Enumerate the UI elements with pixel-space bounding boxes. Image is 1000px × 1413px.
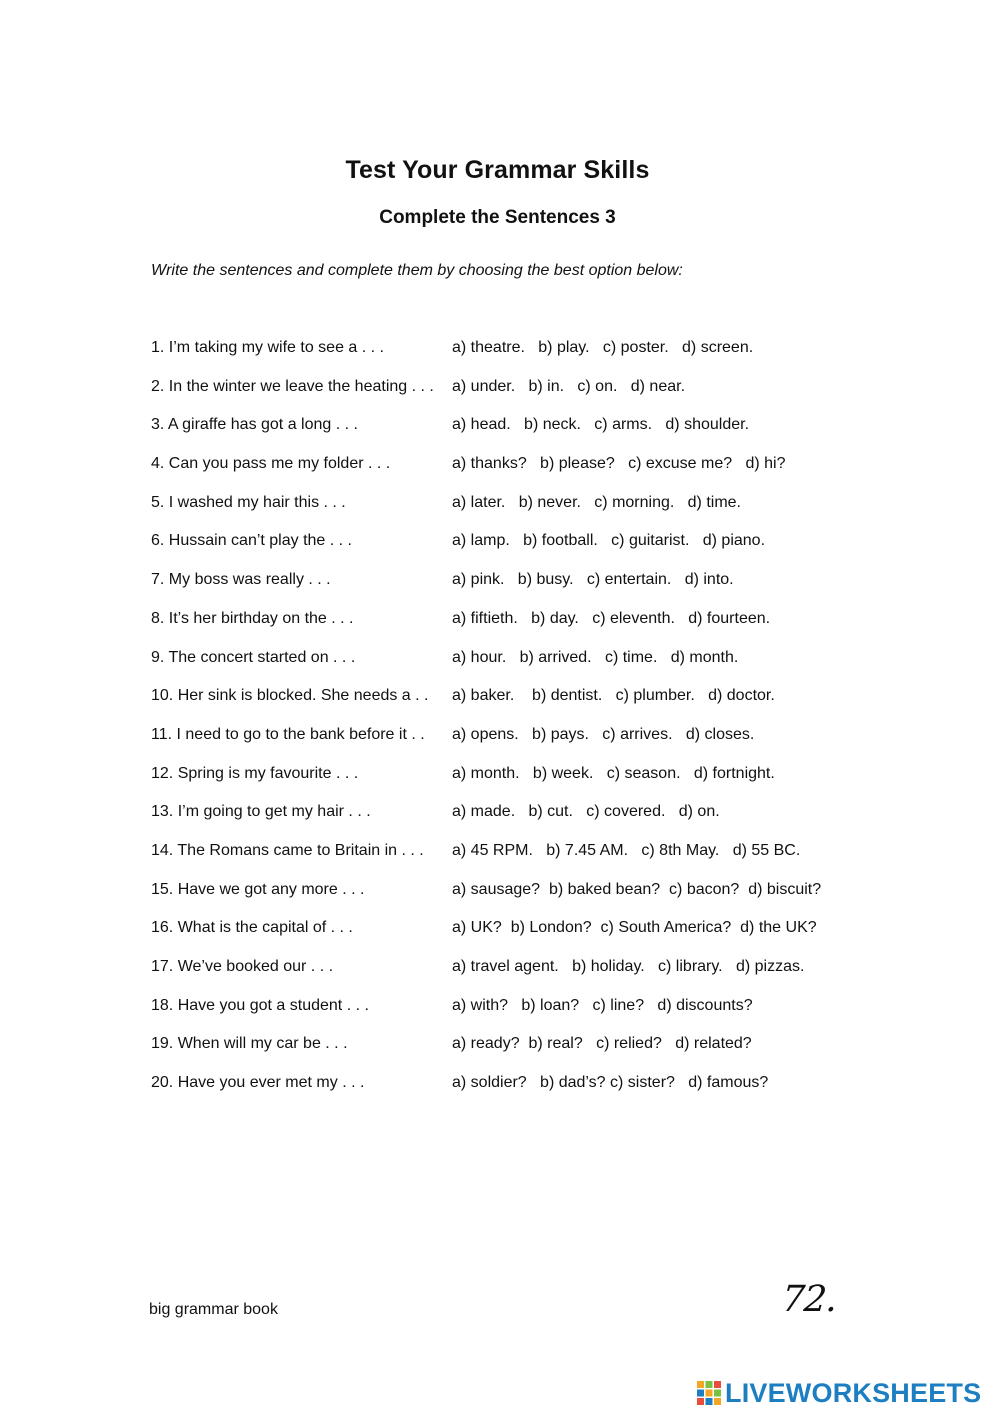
- question-prompt: 10. Her sink is blocked. She needs a . .: [151, 687, 429, 705]
- question-prompt: 1. I’m taking my wife to see a . . .: [151, 339, 384, 356]
- question-row: [151, 532, 871, 571]
- question-row: [151, 687, 871, 726]
- question-options: a) under. b) in. c) on. d) near.: [452, 377, 686, 395]
- question-row: [151, 842, 871, 881]
- question-row: [151, 610, 871, 649]
- question-options: a) lamp. b) football. c) guitarist. d) piano.: [452, 532, 766, 550]
- question-options: a) opens. b) pays. c) arrives. d) closes.: [452, 725, 755, 743]
- question-row: [151, 726, 871, 765]
- question-row: [151, 919, 871, 958]
- question-prompt: 19. When will my car be . . .: [151, 1035, 348, 1053]
- question-options: a) later. b) never. c) morning. d) time.: [452, 493, 741, 511]
- question-options: a) baker. b) dentist. c) plumber. d) doctor.: [452, 687, 775, 705]
- question-prompt: 3. A giraffe has got a long . . .: [151, 416, 358, 434]
- question-options: a) travel agent. b) holiday. c) library. d) pizzas.: [452, 958, 805, 975]
- question-row: [151, 803, 871, 842]
- question-options: a) hour. b) arrived. c) time. d) month.: [452, 648, 739, 666]
- question-prompt: 12. Spring is my favourite . . .: [151, 764, 359, 782]
- liveworksheets-logo-icon: [696, 1380, 722, 1406]
- question-list: [151, 339, 871, 1113]
- question-options: a) pink. b) busy. c) entertain. d) into.: [452, 571, 734, 589]
- question-prompt: 15. Have we got any more . . .: [151, 880, 365, 898]
- question-options: a) theatre. b) play. c) poster. d) screen.: [452, 339, 754, 356]
- question-options: a) ready? b) real? c) relied? d) related?: [452, 1035, 752, 1053]
- question-row: [151, 765, 871, 804]
- question-prompt: 20. Have you ever met my . . .: [151, 1074, 365, 1092]
- question-prompt: 9. The concert started on . . .: [151, 648, 356, 666]
- question-prompt: 18. Have you got a student . . .: [151, 996, 369, 1014]
- question-row: [151, 997, 871, 1036]
- question-prompt: 2. In the winter we leave the heating . . .: [151, 377, 434, 395]
- question-options: a) 45 RPM. b) 7.45 AM. c) 8th May. d) 55 BC.: [452, 841, 801, 859]
- question-prompt: 13. I’m going to get my hair . . .: [151, 803, 371, 821]
- question-prompt: 17. We’ve booked our . . .: [151, 958, 334, 975]
- question-options: a) soldier? b) dad’s? c) sister? d) famous?: [452, 1074, 769, 1092]
- question-row: [151, 649, 871, 688]
- question-row: [151, 416, 871, 455]
- question-prompt: 14. The Romans came to Britain in . . .: [151, 841, 424, 859]
- liveworksheets-brand[interactable]: [696, 1378, 981, 1408]
- question-row: [151, 455, 871, 494]
- book-name: big grammar book: [149, 1301, 278, 1318]
- question-prompt: 11. I need to go to the bank before it . .: [151, 725, 425, 743]
- question-prompt: 8. It’s her birthday on the . . .: [151, 609, 354, 627]
- question-row: [151, 1035, 871, 1074]
- question-options: a) made. b) cut. c) covered. d) on.: [452, 803, 720, 821]
- question-options: a) thanks? b) please? c) excuse me? d) hi?: [452, 455, 786, 473]
- question-prompt: 4. Can you pass me my folder . . .: [151, 455, 391, 473]
- question-row: [151, 1074, 871, 1113]
- question-row: [151, 339, 871, 378]
- instructions: Write the sentences and complete them by choosing the best option below:: [151, 262, 683, 279]
- question-options: a) month. b) week. c) season. d) fortnight.: [452, 764, 775, 782]
- liveworksheets-wordmark: LIVEWORKSHEETS: [725, 1377, 982, 1408]
- question-row: [151, 958, 871, 997]
- question-options: a) with? b) loan? c) line? d) discounts?: [452, 996, 753, 1014]
- question-prompt: 7. My boss was really . . .: [151, 571, 331, 589]
- question-prompt: 5. I washed my hair this . . .: [151, 493, 346, 511]
- question-prompt: 16. What is the capital of . . .: [151, 919, 353, 937]
- question-options: a) head. b) neck. c) arms. d) shoulder.: [452, 416, 750, 434]
- question-row: [151, 378, 871, 417]
- question-options: a) sausage? b) baked bean? c) bacon? d) biscuit?: [452, 880, 822, 898]
- page-subtitle: Complete the Sentences 3: [379, 207, 616, 228]
- question-options: a) fiftieth. b) day. c) eleventh. d) fourteen.: [452, 609, 771, 627]
- question-options: a) UK? b) London? c) South America? d) the UK?: [452, 919, 817, 937]
- question-row: [151, 881, 871, 920]
- page-title: Test Your Grammar Skills: [345, 156, 650, 184]
- question-row: [151, 494, 871, 533]
- question-prompt: 6. Hussain can’t play the . . .: [151, 532, 352, 550]
- page-number: 72.: [780, 1279, 838, 1320]
- question-row: [151, 571, 871, 610]
